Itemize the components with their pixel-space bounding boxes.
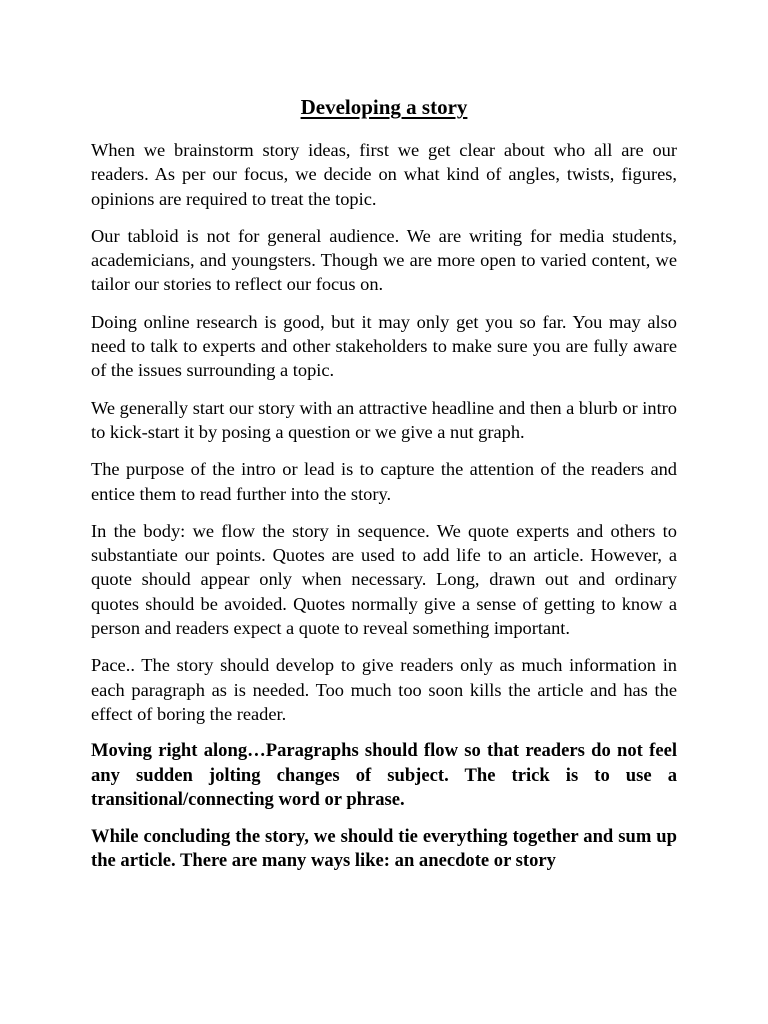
paragraph-flow: Moving right along…Paragraphs should flow so that readers do not feel any sudden jolting changes of subject. The trick is to use a transitional/connecting word or phrase. (91, 740, 677, 810)
paragraph-tabloid: Our tabloid is not for general audience. We are writing for media students, academicians, and youngsters. Though we are more open to varied content, we tailor our stories to reflect our focus on. (91, 225, 677, 295)
paragraph-pace: Pace.. The story should develop to give readers only as much information in each paragraph as is needed. Too much too soon kills the article and has the effect of boring the reader. (91, 655, 677, 724)
paragraph-headline: We generally start our story with an attractive headline and then a blurb or intro to kick-start it by posing a question or we give a nut graph. (91, 397, 677, 442)
paragraph-conclusion: While concluding the story, we should tie everything together and sum up the article. There are many ways like: an anecdote or story (91, 826, 677, 872)
document-body (91, 138, 677, 887)
document-title (0, 93, 768, 121)
paragraph-intro: The purpose of the intro or lead is to capture the attention of the readers and entice them to read further into the story. (91, 459, 677, 504)
paragraph-body: In the body: we flow the story in sequence. We quote experts and others to substantiate our points. Quotes are used to add life to an article. However, a quote should appear only when necessary. Long, drawn out and ordinary quotes should be avoided. Quotes normally give a sense of getting to know a person and readers expect a quote to reveal something important. (91, 520, 677, 639)
document-title-text: Developing a story (300, 95, 468, 119)
paragraph-research: Doing online research is good, but it may only get you so far. You may also need to talk to experts and other stakeholders to make sure you are fully aware of the issues surrounding a topic. (91, 311, 677, 381)
paragraph-audience: When we brainstorm story ideas, first we get clear about who all are our readers. As per our focus, we decide on what kind of angles, twists, figures, opinions are required to treat the topic. (91, 140, 677, 209)
